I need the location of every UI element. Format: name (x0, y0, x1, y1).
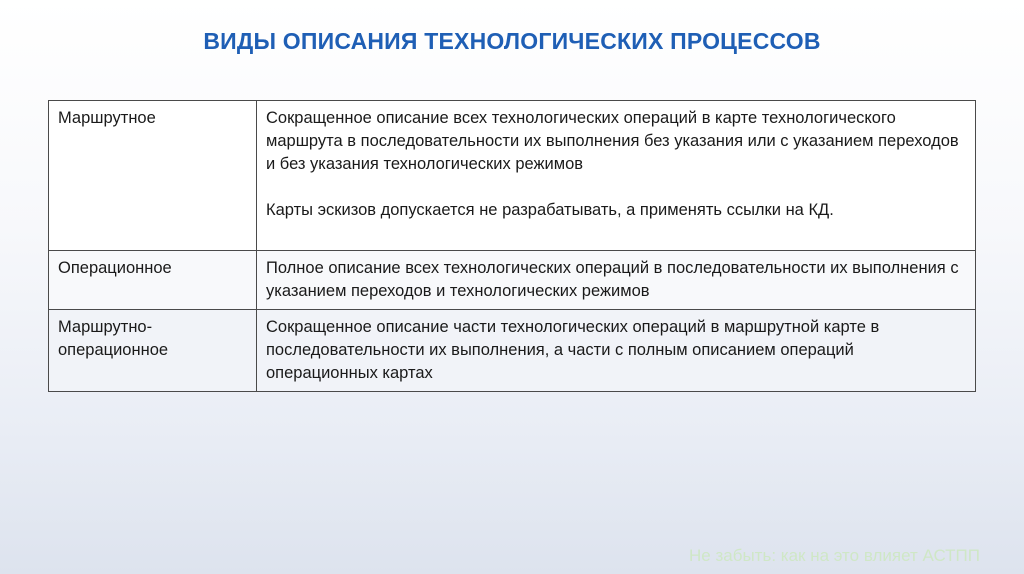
description-note: Карты эскизов допускается не разрабатывать, а применять ссылки на КД. (266, 201, 834, 219)
description-cell (257, 101, 976, 251)
description-cell (257, 251, 976, 310)
kind-cell: Маршрутное (49, 101, 257, 251)
description-cell (257, 310, 976, 392)
slide-title: ВИДЫ ОПИСАНИЯ ТЕХНОЛОГИЧЕСКИХ ПРОЦЕССОВ (203, 28, 821, 54)
table-row (49, 310, 976, 392)
description-text: Полное описание всех технологических операций в последовательности их выполнения с указанием переходов и технологических режимов (266, 259, 959, 300)
table-row (49, 101, 976, 251)
kind-cell: Маршрутно-операционное (49, 310, 257, 392)
description-text: Сокращенное описание части технологических операций в маршрутной карте в последовательности их выполнения, а части с полным описанием операций операционных картах (266, 318, 880, 382)
process-description-table (48, 100, 976, 392)
description-text: Сокращенное описание всех технологических операций в карте технологического маршрута в последовательности их выполнения без указания или с указанием переходов и без указания технологических режимов (266, 109, 959, 173)
footer-note: Не забыть: как на это влияет АСТПП (689, 546, 980, 565)
table-row (49, 251, 976, 310)
kind-cell: Операционное (49, 251, 257, 310)
